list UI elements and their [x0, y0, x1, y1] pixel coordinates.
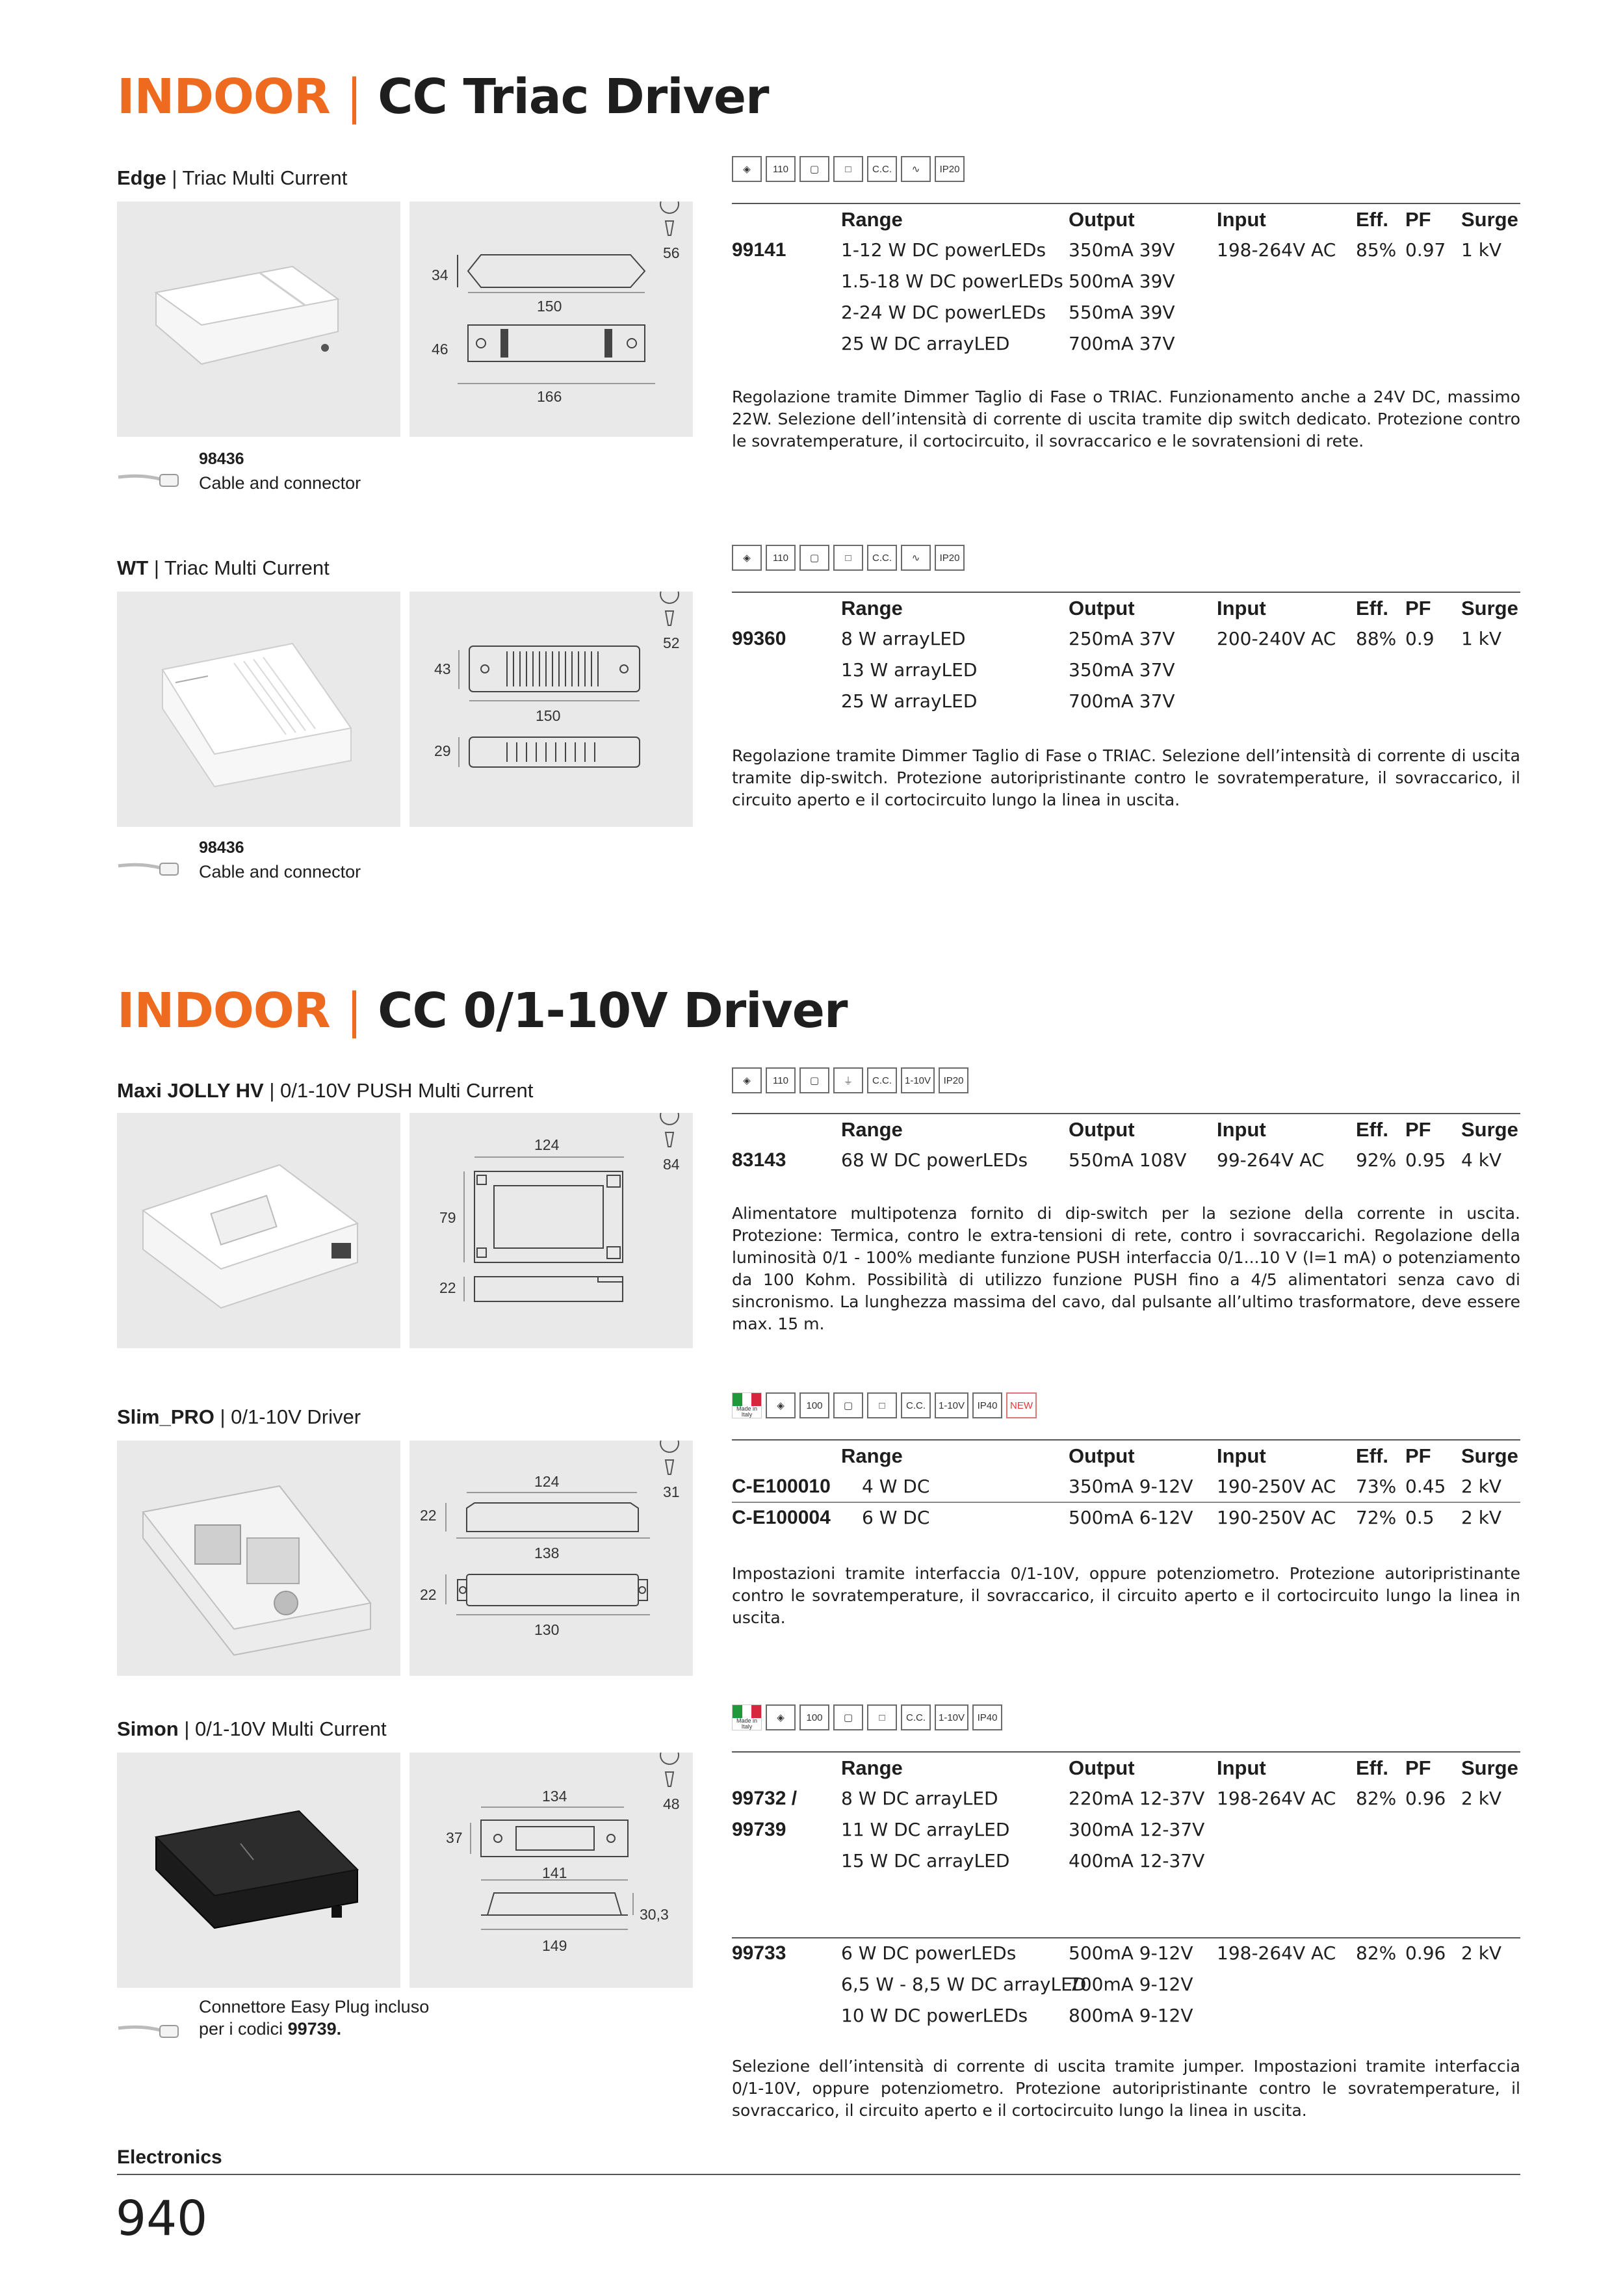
certification-icons: [732, 1067, 968, 1099]
safety-square-icon: □: [833, 156, 863, 182]
cell-output: 400mA 12-37V: [1069, 1850, 1205, 1872]
header-eff: Eff.: [1356, 597, 1388, 620]
dim-weight: 31: [663, 1483, 680, 1500]
table-row: [732, 1472, 1520, 1503]
double-insulation-icon: ▢: [799, 1067, 829, 1093]
accessory-codes: 99739.: [287, 2019, 342, 2039]
section-title-triac: [117, 69, 769, 125]
section-separator: |: [346, 69, 362, 125]
header-output: Output: [1069, 1756, 1135, 1779]
footer-divider: [117, 2174, 1520, 2175]
dim-width-1: 124: [534, 1473, 560, 1490]
ip-rating-icon: IP40: [972, 1392, 1002, 1418]
header-pf: PF: [1405, 1756, 1431, 1779]
cell-pf: 0.96: [1405, 1942, 1446, 1964]
product-subtitle: | 0/1-10V PUSH Multi Current: [269, 1079, 534, 1102]
dim-width-2: 141: [542, 1864, 567, 1881]
temperature-rating-icon: 110: [766, 156, 796, 182]
cell-output: 700mA 37V: [1069, 333, 1175, 354]
cell-input: 190-250V AC: [1217, 1507, 1336, 1528]
table-row: [732, 1784, 1520, 1815]
spec-header: [732, 1114, 1520, 1145]
cell-output: 300mA 12-37V: [1069, 1819, 1205, 1840]
table-row: [732, 1145, 1520, 1177]
shield-icon: ◈: [766, 1704, 796, 1730]
cell-range: 11 W DC arrayLED: [841, 1819, 1010, 1840]
product-photo: [117, 1113, 400, 1348]
dim-height-1: 37: [446, 1829, 463, 1846]
accessory-description: Cable and connector: [199, 862, 361, 881]
dim-height-2: 22: [439, 1279, 456, 1296]
double-insulation-icon: ▢: [833, 1704, 863, 1730]
technical-drawing: [409, 592, 693, 827]
product-code: 99360: [732, 628, 786, 649]
spec-table: [732, 592, 1520, 718]
constant-current-icon: C.C.: [867, 545, 897, 571]
cell-range: 2-24 W DC powerLEDs: [841, 302, 1046, 323]
cell-output: 500mA 6-12V: [1069, 1507, 1193, 1528]
product-name: [117, 1405, 361, 1429]
cell-output: 350mA 39V: [1069, 239, 1175, 261]
table-row: [732, 298, 1520, 329]
cable-icon: [117, 846, 182, 885]
cell-range: 4 W DC: [862, 1476, 930, 1497]
constant-current-icon: C.C.: [867, 1067, 897, 1093]
dim-width-2: 138: [534, 1545, 560, 1561]
double-insulation-icon: ▢: [799, 156, 829, 182]
technical-drawing: [409, 1441, 693, 1676]
accessory-cable: [117, 839, 507, 891]
constant-current-icon: C.C.: [901, 1392, 931, 1418]
cell-surge: 2 kV: [1461, 1507, 1502, 1528]
ip-rating-icon: IP20: [939, 1067, 968, 1093]
product-name: [117, 166, 347, 190]
constant-current-icon: C.C.: [901, 1704, 931, 1730]
phase-cut-icon: ∿: [901, 156, 931, 182]
cell-surge: 4 kV: [1461, 1149, 1502, 1171]
table-row: [732, 1503, 1520, 1534]
shield-icon: ◈: [732, 545, 762, 571]
header-surge: Surge: [1461, 1118, 1518, 1141]
cell-input: 200-240V AC: [1217, 628, 1336, 649]
table-row: [732, 1815, 1520, 1846]
dim-width-1: 150: [537, 298, 562, 315]
header-pf: PF: [1405, 1118, 1431, 1141]
cell-output: 550mA 108V: [1069, 1149, 1187, 1171]
accessory-easy-plug: [117, 1997, 507, 2049]
dim-height-2: 46: [432, 341, 448, 358]
spec-header: [732, 1441, 1520, 1472]
cell-output: 350mA 37V: [1069, 659, 1175, 681]
cell-eff: 92%: [1356, 1149, 1397, 1171]
temperature-rating-icon: 110: [766, 1067, 796, 1093]
accessory-description: Connettore Easy Plug incluso: [199, 1997, 430, 2016]
dim-width-1: 124: [534, 1136, 560, 1153]
cable-icon: [117, 2009, 182, 2048]
cell-pf: 0.97: [1405, 239, 1446, 261]
dimming-icon: 1-10V: [935, 1392, 968, 1418]
double-insulation-icon: ▢: [799, 545, 829, 571]
header-eff: Eff.: [1356, 1444, 1388, 1467]
section-subtitle: CC Triac Driver: [378, 69, 769, 125]
cell-input: 190-250V AC: [1217, 1476, 1336, 1497]
cell-range: 13 W arrayLED: [841, 659, 978, 681]
product-code: C-E100010: [732, 1476, 831, 1497]
product-name-bold: WT: [117, 556, 149, 579]
technical-drawing: [409, 202, 693, 437]
cell-output: 220mA 12-37V: [1069, 1788, 1205, 1809]
safety-square-icon: □: [867, 1392, 897, 1418]
cell-eff: 85%: [1356, 239, 1397, 261]
dimming-icon: 1-10V: [901, 1067, 935, 1093]
cell-pf: 0.9: [1405, 628, 1435, 649]
product-description: Regolazione tramite Dimmer Taglio di Fase o TRIAC. Selezione dell’intensità di corrente di uscita tramite dip-switch. Protezione autoripristinante contro le sovratemperature, il sovraccarico, il circuito aperto e il cortocircuito lungo la linea in uscita.: [732, 746, 1520, 809]
product-code: C-E100004: [732, 1507, 831, 1528]
dim-height-1: 22: [420, 1507, 437, 1524]
temperature-rating-icon: 100: [799, 1704, 829, 1730]
cable-icon: [117, 458, 182, 497]
page-number: 940: [116, 2191, 208, 2247]
cell-output: 500mA 9-12V: [1069, 1942, 1193, 1964]
table-row: [732, 1970, 1520, 2001]
certification-icons: [732, 156, 965, 187]
drawing-outline: [409, 1753, 693, 1988]
cell-input: 99-264V AC: [1217, 1149, 1325, 1171]
dim-height-2: 29: [434, 742, 451, 759]
dim-height-1: 79: [439, 1209, 456, 1226]
dim-width-1: 150: [536, 707, 561, 724]
spec-header: [732, 204, 1520, 235]
cell-range: 25 W DC arrayLED: [841, 333, 1010, 354]
spec-table: [732, 1751, 1520, 1877]
made-in-italy-flag-icon: Made in Italy: [732, 1392, 762, 1418]
cell-surge: 2 kV: [1461, 1942, 1502, 1964]
ip-rating-icon: IP20: [935, 545, 965, 571]
dim-weight: 84: [663, 1156, 680, 1173]
drawing-outline: [409, 202, 693, 437]
cell-output: 700mA 9-12V: [1069, 1974, 1193, 1995]
product-code: 99739: [732, 1819, 786, 1840]
product-code: 99733: [732, 1942, 786, 1964]
header-input: Input: [1217, 208, 1266, 231]
header-surge: Surge: [1461, 208, 1518, 231]
cell-eff: 72%: [1356, 1507, 1397, 1528]
product-name-bold: Slim_PRO: [117, 1405, 214, 1428]
spec-header: [732, 1753, 1520, 1784]
temperature-rating-icon: 100: [799, 1392, 829, 1418]
section-brand: INDOOR: [117, 983, 330, 1039]
temperature-rating-icon: 110: [766, 545, 796, 571]
certification-icons: [732, 545, 965, 576]
dim-width-1: 134: [542, 1788, 567, 1805]
phase-cut-icon: ∿: [901, 545, 931, 571]
drawing-outline: [409, 592, 693, 827]
cell-surge: 2 kV: [1461, 1476, 1502, 1497]
dim-height-2: 30,3: [640, 1906, 669, 1923]
cell-range: 15 W DC arrayLED: [841, 1850, 1010, 1872]
header-range: Range: [841, 208, 903, 231]
safety-square-icon: □: [867, 1704, 897, 1730]
cell-range: 10 W DC powerLEDs: [841, 2005, 1028, 2026]
product-name: [117, 1717, 387, 1741]
header-input: Input: [1217, 1756, 1266, 1779]
cell-surge: 1 kV: [1461, 239, 1502, 261]
header-eff: Eff.: [1356, 1756, 1388, 1779]
table-row: [732, 235, 1520, 267]
cell-range: 8 W DC arrayLED: [841, 1788, 998, 1809]
product-photo: [117, 1441, 400, 1676]
cell-range: 1-12 W DC powerLEDs: [841, 239, 1046, 261]
header-output: Output: [1069, 1118, 1135, 1141]
dim-weight: 56: [663, 244, 680, 261]
section-title-dimming: [117, 983, 848, 1039]
spec-table: [732, 1113, 1520, 1177]
product-name-bold: Maxi JOLLY HV: [117, 1079, 264, 1102]
table-row: [732, 267, 1520, 298]
product-description: Regolazione tramite Dimmer Taglio di Fase o TRIAC. Funzionamento anche a 24V DC, massimo 22W. Selezione dell’intensità di corrente di uscita tramite dip switch dedicato. Protezione contro le sovratemperature, il cortocircuito, il sovraccarico e le sovratensioni di rete.: [732, 387, 1520, 450]
header-output: Output: [1069, 597, 1135, 620]
product-subtitle: | 0/1-10V Multi Current: [184, 1717, 387, 1740]
certification-icons: [732, 1392, 1037, 1424]
drawing-outline: [409, 1441, 693, 1676]
header-pf: PF: [1405, 1444, 1431, 1467]
header-range: Range: [841, 1118, 903, 1141]
section-separator: |: [346, 983, 362, 1039]
dimming-icon: 1-10V: [935, 1704, 968, 1730]
cell-range: 6,5 W - 8,5 W DC arrayLED: [841, 1974, 1087, 1995]
footer-category: Electronics: [117, 2146, 222, 2168]
ground-icon: ⏚: [833, 1067, 863, 1093]
cell-range: 68 W DC powerLEDs: [841, 1149, 1028, 1171]
cell-output: 550mA 39V: [1069, 302, 1175, 323]
product-subtitle: | 0/1-10V Driver: [220, 1405, 361, 1428]
cell-input: 198-264V AC: [1217, 1942, 1336, 1964]
table-row: [732, 2001, 1520, 2032]
ip-rating-icon: IP20: [935, 156, 965, 182]
constant-current-icon: C.C.: [867, 156, 897, 182]
certification-icons: [732, 1704, 1002, 1736]
accessory-code: 98436: [199, 450, 244, 468]
drawing-outline: [409, 1113, 693, 1348]
header-input: Input: [1217, 1118, 1266, 1141]
cell-eff: 88%: [1356, 628, 1397, 649]
shield-icon: ◈: [732, 156, 762, 182]
cell-input: 198-264V AC: [1217, 1788, 1336, 1809]
technical-drawing: [409, 1113, 693, 1348]
product-photo: [117, 592, 400, 827]
driver-photo-illustration: [117, 1753, 400, 1988]
product-description: Selezione dell’intensità di corrente di uscita tramite jumper. Impostazioni tramite interfaccia 0/1-10V, oppure potenziometro. Protezione autoripristinante contro le sovratemperature, il sovraccarico, il circuito aperto e il cortocircuito lungo la linea in uscita.: [732, 2057, 1520, 2120]
header-input: Input: [1217, 1444, 1266, 1467]
dim-weight: 48: [663, 1795, 680, 1812]
section-subtitle: CC 0/1-10V Driver: [378, 983, 848, 1039]
new-badge: NEW: [1006, 1392, 1037, 1418]
spec-table: [732, 203, 1520, 360]
product-photo: [117, 1753, 400, 1988]
header-range: Range: [841, 1756, 903, 1779]
table-row: [732, 329, 1520, 360]
safety-square-icon: □: [833, 545, 863, 571]
cell-eff: 82%: [1356, 1788, 1397, 1809]
product-name: [117, 556, 330, 580]
header-output: Output: [1069, 208, 1135, 231]
cell-pf: 0.5: [1405, 1507, 1435, 1528]
spec-table: [732, 1439, 1520, 1534]
product-subtitle: | Triac Multi Current: [172, 166, 348, 189]
cell-output: 350mA 9-12V: [1069, 1476, 1193, 1497]
header-range: Range: [841, 1444, 903, 1467]
accessory-code: 98436: [199, 839, 244, 857]
spec-table-secondary: [732, 1937, 1520, 2032]
cell-range: 25 W arrayLED: [841, 690, 978, 712]
made-in-italy-flag-icon: Made in Italy: [732, 1704, 762, 1730]
technical-drawing: [409, 1753, 693, 1988]
product-subtitle: | Triac Multi Current: [153, 556, 330, 579]
cell-eff: 73%: [1356, 1476, 1397, 1497]
product-code: 99141: [732, 239, 786, 261]
header-input: Input: [1217, 597, 1266, 620]
dim-weight: 52: [663, 634, 680, 651]
driver-photo-illustration: [117, 1113, 400, 1348]
dim-width-2: 166: [537, 388, 562, 405]
product-name-bold: Simon: [117, 1717, 179, 1740]
header-eff: Eff.: [1356, 1118, 1388, 1141]
cell-range: 8 W arrayLED: [841, 628, 966, 649]
dim-width-3: 130: [534, 1621, 560, 1638]
dim-width-3: 149: [542, 1937, 567, 1954]
dim-height-1: 43: [434, 660, 451, 677]
cell-surge: 1 kV: [1461, 628, 1502, 649]
header-eff: Eff.: [1356, 208, 1388, 231]
dim-height-2: 22: [420, 1586, 437, 1603]
cell-surge: 2 kV: [1461, 1788, 1502, 1809]
accessory-description: Cable and connector: [199, 473, 361, 493]
shield-icon: ◈: [732, 1067, 762, 1093]
cell-eff: 82%: [1356, 1942, 1397, 1964]
section-brand: INDOOR: [117, 69, 330, 125]
header-pf: PF: [1405, 597, 1431, 620]
driver-photo-illustration: [117, 202, 400, 437]
product-code: 83143: [732, 1149, 786, 1171]
header-range: Range: [841, 597, 903, 620]
cell-range: 1.5-18 W DC powerLEDs: [841, 270, 1063, 292]
cell-pf: 0.96: [1405, 1788, 1446, 1809]
driver-photo-illustration: [117, 1441, 400, 1676]
shield-icon: ◈: [766, 1392, 796, 1418]
cell-range: 6 W DC: [862, 1507, 930, 1528]
dim-height-1: 34: [432, 267, 448, 283]
cell-input: 198-264V AC: [1217, 239, 1336, 261]
cell-pf: 0.45: [1405, 1476, 1446, 1497]
cell-range: 6 W DC powerLEDs: [841, 1942, 1017, 1964]
cell-output: 800mA 9-12V: [1069, 2005, 1193, 2026]
product-name-bold: Edge: [117, 166, 166, 189]
table-row: [732, 655, 1520, 686]
spec-header: [732, 593, 1520, 624]
product-description: Impostazioni tramite interfaccia 0/1-10V, oppure potenziometro. Protezione autoripristinante contro le sovratemperature, il sovraccarico, il circuito aperto e il cortocircuito lungo la linea in uscita.: [732, 1564, 1520, 1627]
table-row: [732, 686, 1520, 718]
accessory-cable: [117, 450, 507, 502]
header-pf: PF: [1405, 208, 1431, 231]
double-insulation-icon: ▢: [833, 1392, 863, 1418]
product-name: [117, 1079, 533, 1102]
cell-output: 500mA 39V: [1069, 270, 1175, 292]
table-row: [732, 1938, 1520, 1970]
cell-pf: 0.95: [1405, 1149, 1446, 1171]
product-code: 99732 /: [732, 1788, 798, 1809]
product-description: Alimentatore multipotenza fornito di dip-switch per la sezione della corrente in uscita. Protezione: Termica, contro le extra-tensioni di rete, contro i sovraccarichi. Regolazione della luminosità 0/1 - 100% mediante funzione PUSH interfaccia 0/1...10 V (I=1 mA) o potenziamento da 100 Kohm. Possibilità di utilizzo funzione PUSH fino a 4/5 alimentatori senza cavo di sincronismo. La lunghezza massima del cavo, dal pulsante all’ultimo trasformatore, deve essere max. 15 m.: [732, 1204, 1520, 1333]
ip-rating-icon: IP40: [972, 1704, 1002, 1730]
table-row: [732, 1846, 1520, 1877]
header-surge: Surge: [1461, 1444, 1518, 1467]
header-surge: Surge: [1461, 1756, 1518, 1779]
cell-output: 250mA 37V: [1069, 628, 1175, 649]
accessory-codes-prefix: per i codici: [199, 2019, 283, 2039]
product-photo: [117, 202, 400, 437]
cell-output: 700mA 37V: [1069, 690, 1175, 712]
accessory-codes-line: [199, 2019, 341, 2039]
driver-photo-illustration: [117, 592, 400, 827]
table-row: [732, 624, 1520, 655]
header-output: Output: [1069, 1444, 1135, 1467]
header-surge: Surge: [1461, 597, 1518, 620]
